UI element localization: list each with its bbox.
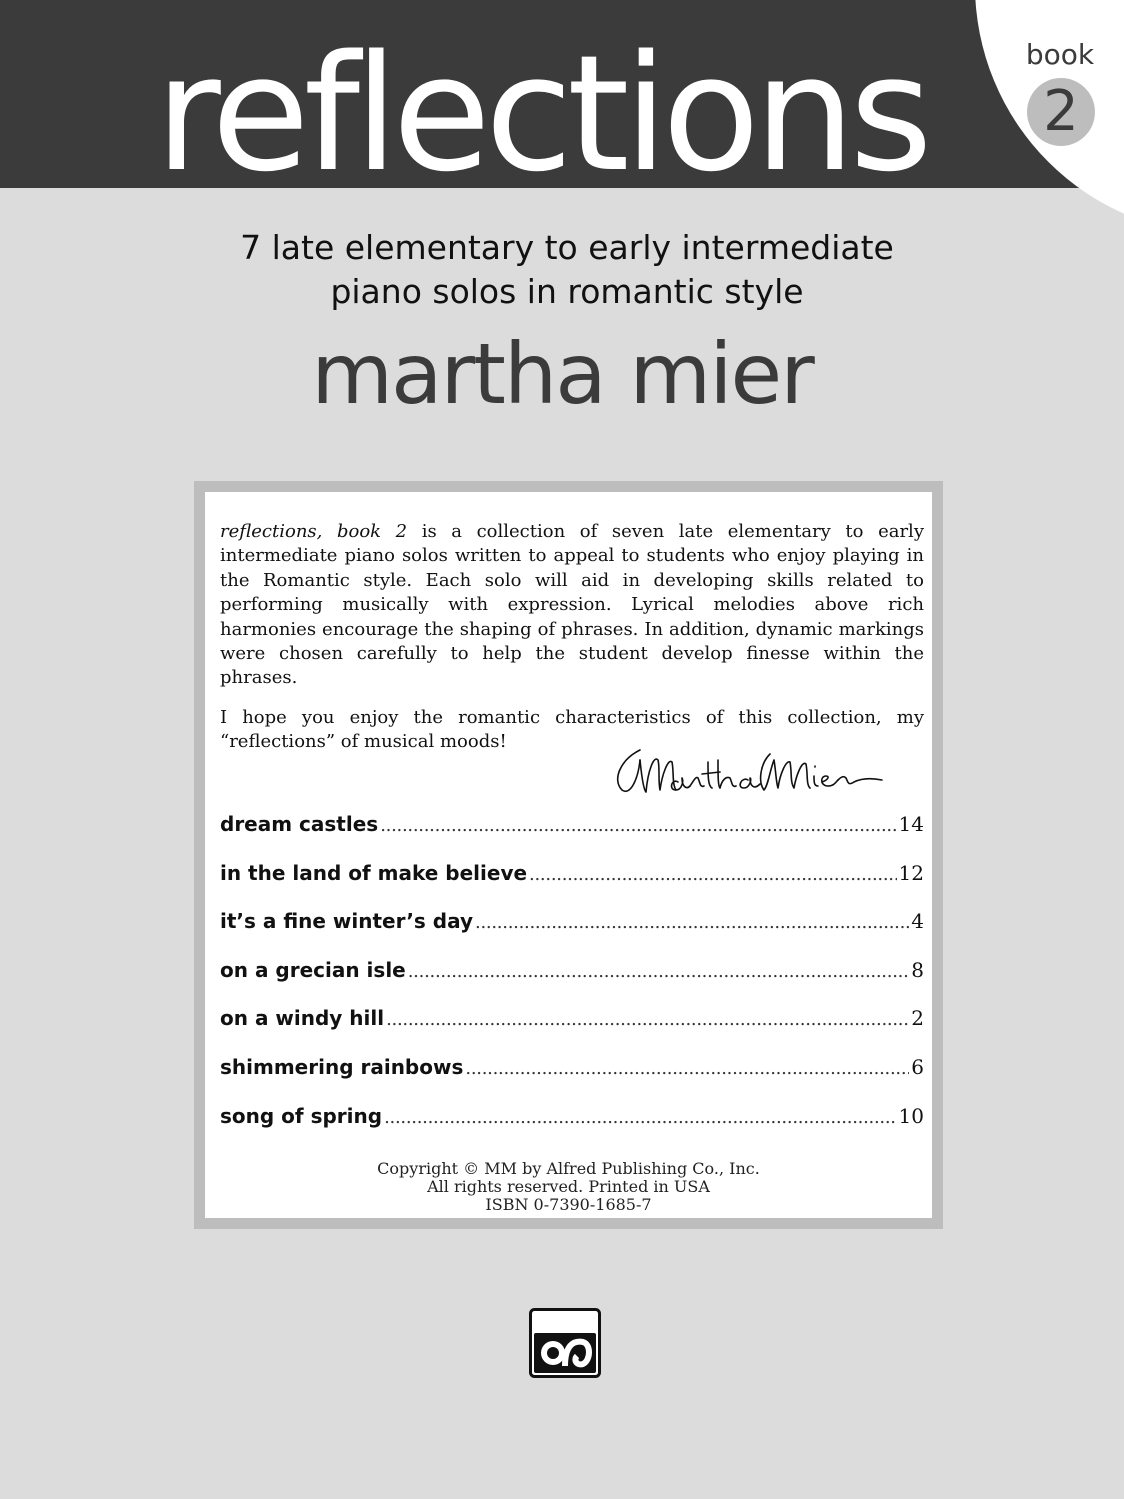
title-container [0, 0, 975, 188]
toc-item-title: on a grecian isle [220, 957, 406, 982]
rights-line: All rights reserved. Printed in USA [427, 1177, 710, 1196]
contents-panel-inner [205, 492, 932, 1218]
page-title: reflections [155, 20, 927, 188]
toc-item-title: on a windy hill [220, 1006, 385, 1031]
intro-paragraph-2: I hope you enjoy the romantic characteristics of this collection, my “reflections” of musical moods! [220, 707, 924, 753]
toc-item-page: 8 [911, 957, 924, 982]
contents-panel [194, 481, 943, 1229]
toc-item-page: 2 [911, 1006, 924, 1031]
toc-item-title: in the land of make believe [220, 860, 528, 885]
toc-item[interactable] [220, 1055, 924, 1104]
toc-item[interactable] [220, 861, 924, 910]
toc-item-page: 12 [898, 860, 924, 885]
toc-item[interactable] [220, 1104, 924, 1153]
intro-paragraph-1-text: is a collection of seven late elementary to early intermediate piano solos written to appeal to students who enjoy playing in the Romantic style. Each solo will aid in developing skills related to performing musically with expression. Lyrical melodies above rich harmonies encourage the shaping of phrases. In addition, dynamic markings were chosen carefully to help the student develop finesse within the phrases. [220, 521, 924, 689]
copyright-block [205, 1160, 932, 1214]
toc-item-title: dream castles [220, 812, 379, 836]
subtitle-line-2: piano solos in romantic style [330, 272, 804, 311]
toc-leader-dots [475, 912, 909, 933]
intro-paragraph-1 [220, 520, 924, 691]
toc-item[interactable] [220, 909, 924, 958]
author-name: martha mier [311, 325, 813, 423]
copyright-line: Copyright © MM by Alfred Publishing Co., Inc. [377, 1159, 760, 1178]
alfred-logo-icon [529, 1308, 601, 1378]
toc-item-page: 10 [898, 1103, 924, 1128]
subtitle-line-1: 7 late elementary to early intermediate [240, 228, 894, 267]
book-number-badge: 2 [1027, 78, 1095, 146]
toc-item[interactable] [220, 812, 924, 861]
toc-leader-dots [408, 961, 910, 982]
toc-leader-dots [465, 1058, 909, 1079]
toc-item[interactable] [220, 1006, 924, 1055]
toc-leader-dots [380, 815, 896, 836]
toc-item-title: shimmering rainbows [220, 1054, 464, 1079]
toc-leader-dots [386, 1009, 909, 1030]
toc-item-title: song of spring [220, 1103, 383, 1128]
signature [610, 720, 890, 810]
toc-item-page: 14 [898, 812, 924, 836]
toc-item-page: 4 [911, 909, 924, 934]
toc-leader-dots [384, 1107, 896, 1128]
table-of-contents [220, 812, 924, 1152]
toc-item[interactable] [220, 958, 924, 1007]
isbn-line: ISBN 0-7390-1685-7 [485, 1195, 652, 1214]
toc-leader-dots [529, 864, 897, 885]
toc-item-page: 6 [911, 1054, 924, 1079]
toc-item-title: it’s a fine winter’s day [220, 909, 474, 934]
intro-book-title: reflections, book 2 [220, 521, 408, 542]
book-label: book [1025, 38, 1095, 71]
